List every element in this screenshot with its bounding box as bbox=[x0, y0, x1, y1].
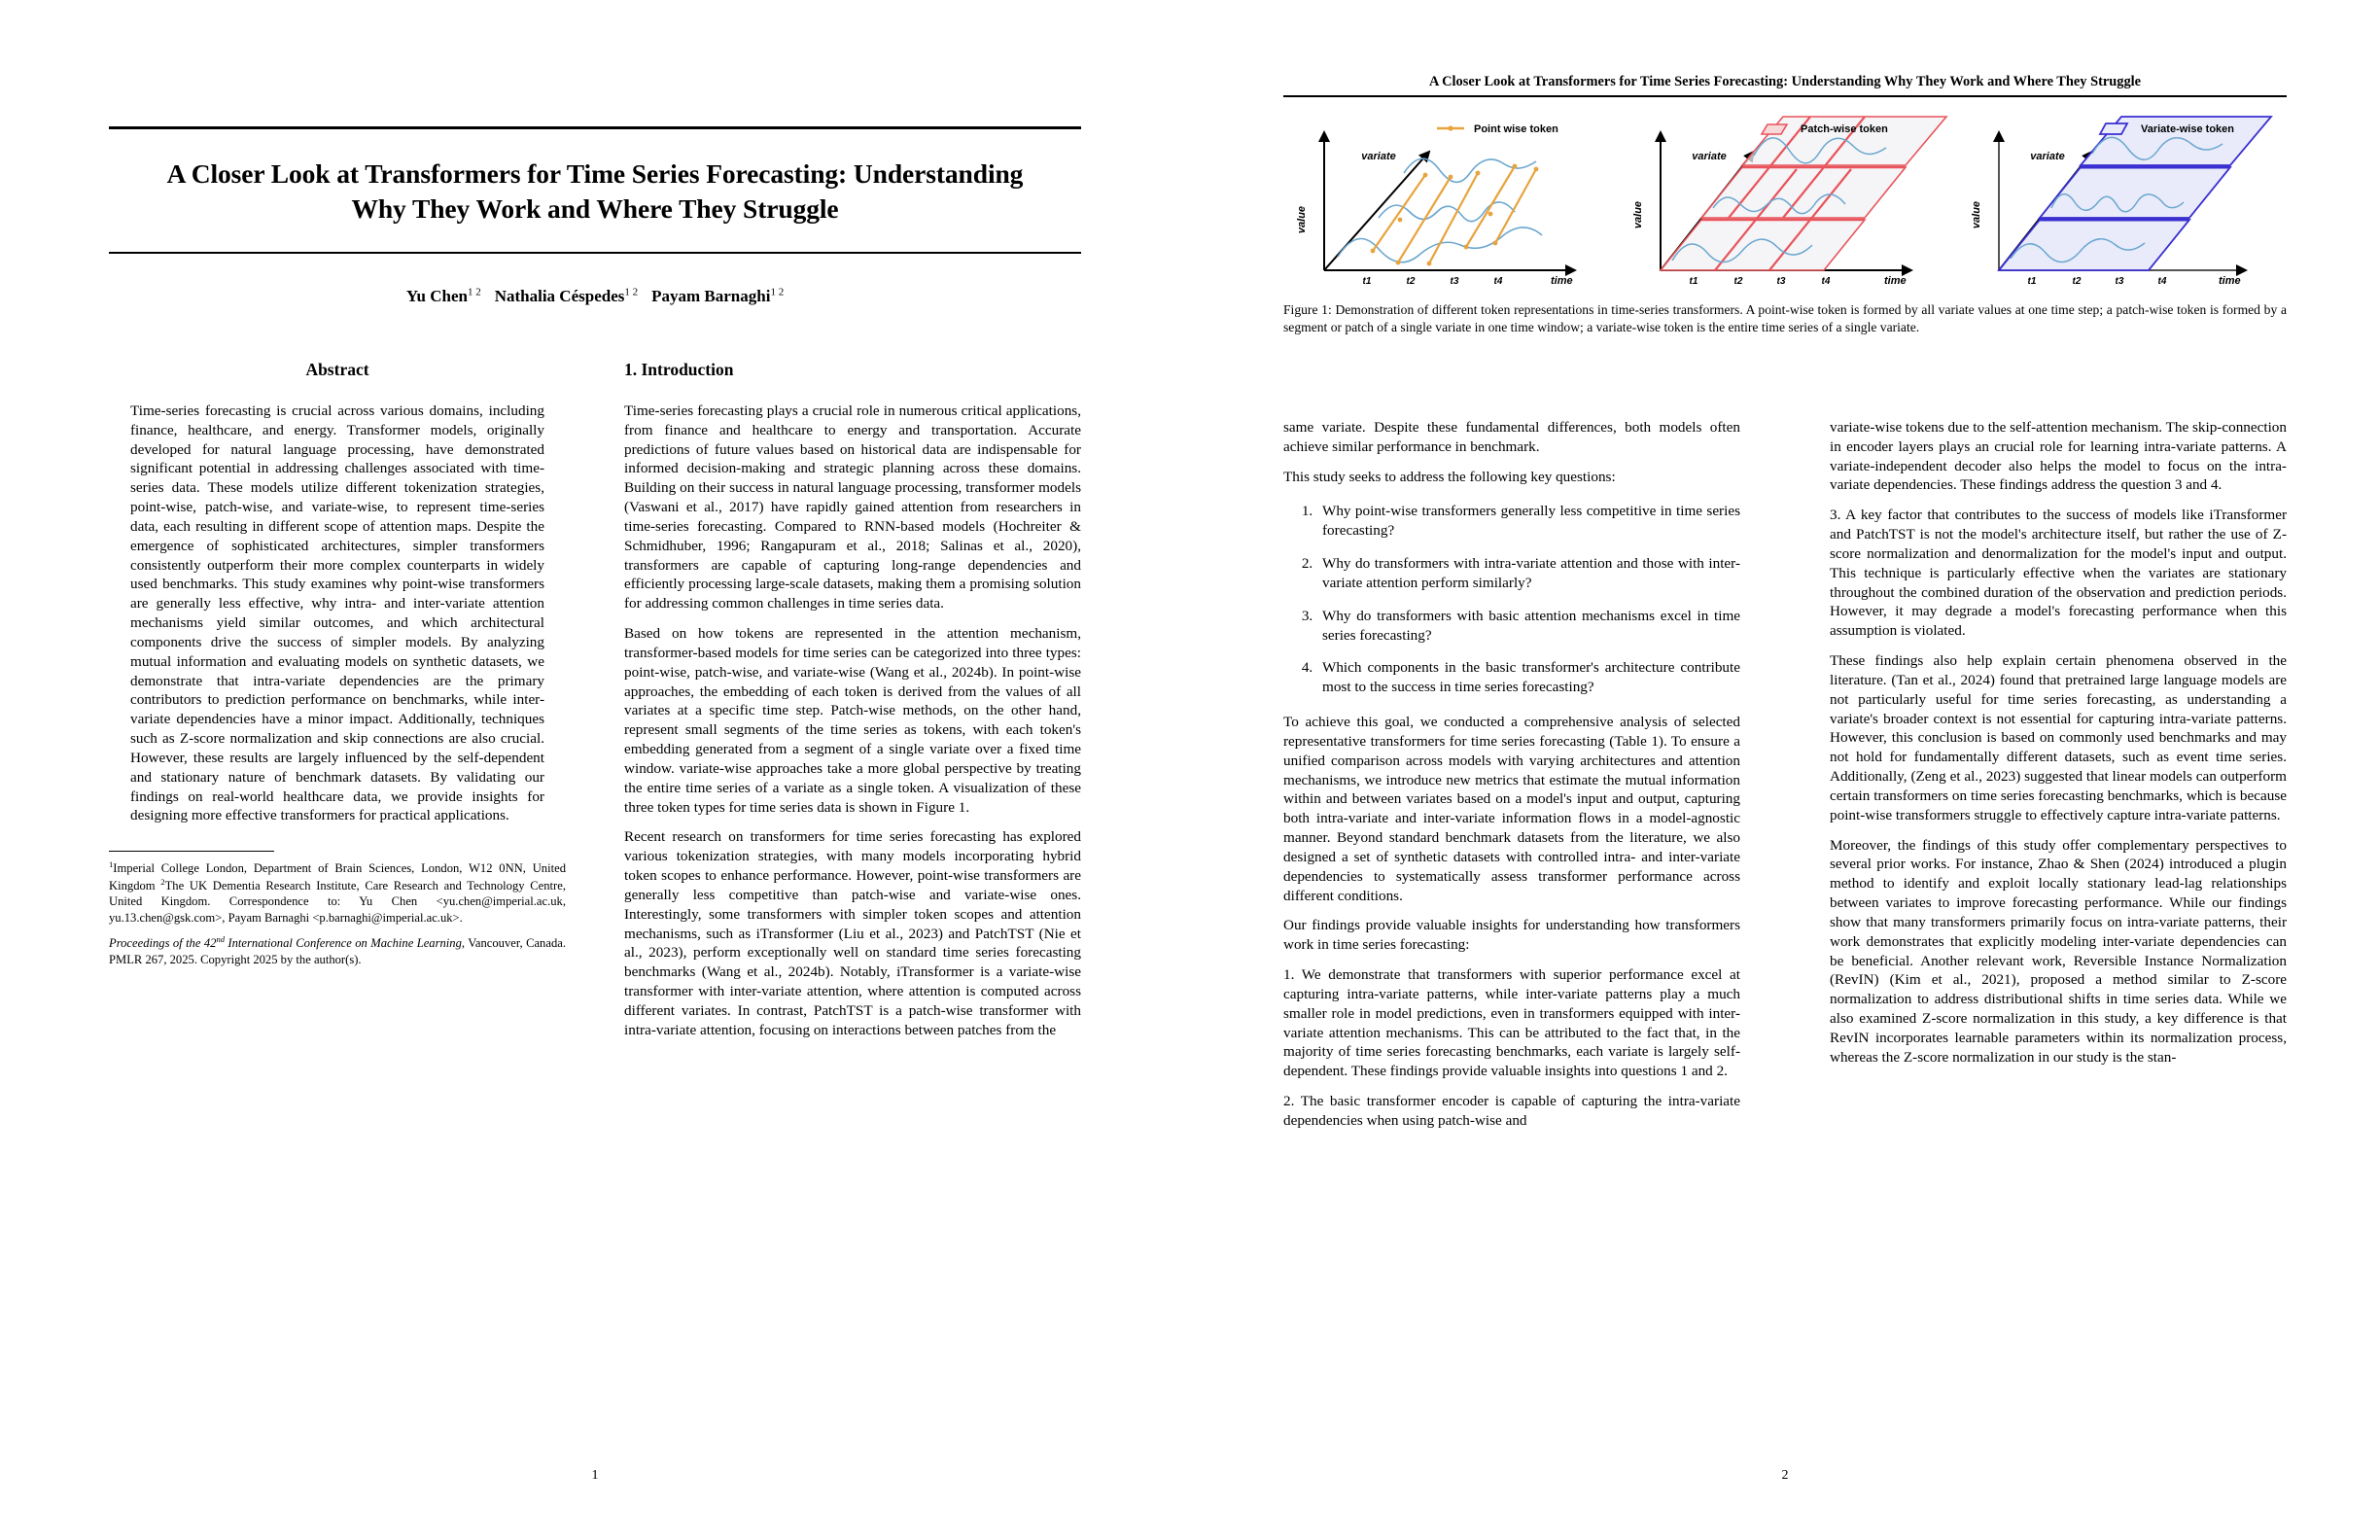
legend-swatch-variate-wise bbox=[2100, 123, 2127, 134]
p2-right-paragraph-1: variate-wise tokens due to the self-attention mechanism. The skip-connection in encoder layers plays an crucial role for learning intra-variate patterns. A variate-independent decoder also helps the model to focus on the intra-variate dependencies. These findings address the question 3 and 4. bbox=[1830, 419, 2287, 494]
author-name: Yu Chen bbox=[405, 287, 468, 306]
tick-label: t2 bbox=[2072, 276, 2082, 286]
tick-label: t1 bbox=[1689, 276, 1698, 286]
variate-axis-label: variate bbox=[1692, 151, 1727, 162]
variate-axis-label: variate bbox=[2030, 151, 2065, 162]
footnote-separator bbox=[109, 851, 274, 852]
tick-label: t1 bbox=[2027, 276, 2037, 286]
footnote-affiliation-1: Imperial College London, Department of Brain Sciences, London, W12 0NN, United Kingdom bbox=[109, 861, 566, 892]
author-affiliation-marks: 1 2 bbox=[624, 286, 639, 298]
list-item: 3. Why do transformers with basic attention mechanisms excel in time series forecasting? bbox=[1316, 607, 1740, 646]
value-axis-label: value bbox=[1971, 200, 1982, 229]
tick-label: t2 bbox=[1733, 276, 1743, 286]
p2-left-paragraph-3: To achieve this goal, we conducted a comprehensive analysis of selected representative transformers for time series forecasting (Table 1). To ensure a unified comparison across models with varying architectures and attention mechanisms, we introduce new metrics that estimate the mutual information within and between variates based on a model's input and output, capturing both intra-variate and inter-variate information flows in a model-agnostic manner. Beyond standard benchmark datasets from the literature, we also designed a set of synthetic datasets with controlled intra- and inter-variate dependencies to systematically assess transformer performance across different conditions. bbox=[1283, 714, 1740, 904]
author-name: Payam Barnaghi bbox=[651, 287, 771, 306]
p2-right-paragraph-4: Moreover, the findings of this study offer complementary perspectives to several prior works. For instance, Zhao & Shen (2024) introduced a plugin method to identify and exploit locally stationary lead-lag relationships between variates to improve forecasting performance. While our findings show that many transformers primarily focus on intra-variate patterns, their work demonstrates that explicitly modeling inter-variate dependencies can be beneficial. Another relevant work, Reversible Instance Normalization (RevIN) (Kim et al., 2021), proposed a method similar to Z-score normalization to address distributional shifts in time series data. While we also examined Z-score normalization in this study, a key difference is that RevIN incorporates learnable parameters within its normalization process, whereas the Z-score normalization in our study is the stan- bbox=[1830, 836, 2287, 1066]
p2-left-paragraph-2: This study seeks to address the following key questions: bbox=[1283, 468, 1616, 485]
author-affiliation-marks: 1 2 bbox=[770, 286, 785, 298]
legend-label-patch-wise: Patch-wise token bbox=[1801, 123, 1888, 135]
tick-label: t3 bbox=[1776, 276, 1786, 286]
abstract-body bbox=[109, 402, 566, 825]
copyright-proceedings-1: Proceedings of the 42 bbox=[109, 936, 217, 951]
tick-label: t3 bbox=[1450, 276, 1459, 286]
p2-left-paragraph-6: 2. The basic transformer encoder is capable of capturing the intra-variate dependencies when using patch-wise and bbox=[1283, 1093, 1740, 1129]
p2-right-paragraph-3: These findings also help explain certain phenomena observed in the literature. (Tan et al., 2024) found that pretrained large language models are not particularly useful for time series forecasting, as understanding a variate's broader context is not essential for capturing intra-variate patterns. However, this conclusion is based on commonly used benchmarks and may not hold for fundamentally different datasets, such as event time series. Additionally, (Zeng et al., 2023) suggested that linear models can outperform certain transformers on time series forecasting benchmarks, which is because point-wise transformers struggle to effectively capture intra-variate patterns. bbox=[1830, 652, 2287, 823]
copyright-ordinal: nd bbox=[216, 934, 226, 945]
title-rule-bottom bbox=[109, 252, 1081, 254]
page2-left-column bbox=[1283, 418, 1740, 1458]
page-title bbox=[109, 157, 1081, 227]
abstract-paragraph: Time-series forecasting is crucial across various domains, including finance, healthcare, and energy. Transformer models, originally developed for natural language processing, have demonstrated significant potential in addressing challenges associated with time-series data. These models utilize different tokenization strategies, point-wise, patch-wise, and variate-wise, to represent time-series data, each resulting in different scope of attention maps. Despite the emergence of sophisticated architectures, simpler transformers consistently outperform their more complex counterparts in widely used benchmarks. This study examines why point-wise transformers are generally less effective, why intra- and inter-variate attention mechanisms yield similar outcomes, and which architectural components drive the success of simpler models. By analyzing mutual information and evaluating models on synthetic datasets, we demonstrate that intra-variate dependencies are the primary contributors to prediction performance on benchmarks, while inter-variate dependencies have a minor impact. Additionally, techniques such as Z-score normalization and skip connections are also crucial. However, these results are largely influenced by the self-dependent and stationary nature of benchmark datasets. By validating our findings on real-world healthcare data, we provide insights for designing more effective transformers for practical applications. bbox=[130, 402, 544, 824]
page-2 bbox=[1190, 0, 2380, 1540]
author-affiliation-marks: 1 2 bbox=[467, 286, 481, 298]
legend-swatch-dot bbox=[1448, 125, 1452, 130]
legend-label-variate-wise: Variate-wise token bbox=[2141, 123, 2234, 135]
figure-1-caption: Figure 1: Demonstration of different token representations in time-series transformers. A point-wise token is formed by all variate values at one time step; a patch-wise token is formed by a segment or patch of a single variate in one time window; a variate-wise token is the entire time series of a single variate. bbox=[1283, 302, 2287, 335]
p2-left-paragraph-1: same variate. Despite these fundamental differences, both models often achieve similar performance in benchmark. bbox=[1283, 419, 1740, 455]
figure-1-svg bbox=[1283, 113, 2287, 286]
p2-left-paragraph-5: 1. We demonstrate that transformers with superior performance excel at capturing intra-variate patterns, while inter-variate patterns play a much smaller role in model predictions, even in transformers equipped with inter-variate attention mechanisms. This can be attributed to the fact that, in the majority of time series forecasting benchmarks, each variate is largely self-dependent. These findings provide valuable insights into questions 1 and 2. bbox=[1283, 966, 1740, 1080]
key-questions-list bbox=[1283, 502, 1740, 697]
point-wise-token-connectors bbox=[1373, 166, 1536, 263]
title-line-1: A Closer Look at Transformers for Time Series Forecasting: Understanding bbox=[166, 158, 1024, 189]
value-axis-label: value bbox=[1632, 200, 1644, 229]
value-axis-label: value bbox=[1296, 205, 1308, 234]
copyright-rest: , Vancouver, Canada. PMLR 267, 2025. Copyright 2025 by the author(s). bbox=[109, 936, 566, 966]
list-item: 1. Why point-wise transformers generally less competitive in time series forecasting? bbox=[1316, 502, 1740, 541]
author-entry bbox=[651, 287, 784, 305]
author-entry bbox=[406, 287, 481, 305]
tick-label: t3 bbox=[2115, 276, 2124, 286]
title-rule-top bbox=[109, 126, 1081, 129]
p2-left-paragraph-4: Our findings provide valuable insights for understanding how transformers work in time series forecasting: bbox=[1283, 917, 1740, 954]
time-ticks bbox=[1690, 276, 1831, 286]
footnote-mark-1: 1 bbox=[109, 859, 114, 870]
title-line-2: Why They Work and Where They Struggle bbox=[351, 192, 839, 224]
introduction-heading: 1. Introduction bbox=[624, 360, 734, 379]
tick-label: t1 bbox=[1362, 276, 1372, 286]
copyright-proceedings-2: International Conference on Machine Learning bbox=[225, 936, 462, 951]
introduction-column bbox=[624, 360, 1081, 1449]
figure-panel-patch-wise bbox=[1632, 117, 1946, 286]
tick-label: t4 bbox=[1821, 276, 1831, 286]
time-axis-label: time bbox=[1551, 275, 1573, 286]
tick-label: t4 bbox=[1493, 276, 1503, 286]
time-ticks bbox=[2028, 276, 2167, 286]
page1-title-block bbox=[109, 126, 1081, 306]
time-axis-label: time bbox=[2219, 275, 2241, 286]
tick-label: t2 bbox=[1406, 276, 1416, 286]
footnote-affiliations bbox=[109, 859, 566, 926]
intro-paragraph-3: Recent research on transformers for time series forecasting has explored various tokenization strategies, with many models incorporating hybrid token scopes to enhance performance. However, point-wise transformers are generally less competitive than patch-wise and variate-wise ones. Interestingly, some transformers with simpler token scopes and attention mechanisms, such as iTransformer (Liu et al., 2023) and PatchTST (Nie et al., 2023), perform exceptionally well on standard time series forecasting benchmarks (Wang et al., 2024b). Notably, iTransformer is a variate-wise transformer with inter-variate attention, where attention is computed across different variates. In contrast, PatchTST is a patch-wise transformer with intra-variate attention, focusing on interactions between patches from the bbox=[624, 828, 1081, 1038]
page2-right-column bbox=[1830, 418, 2287, 1458]
list-item: 2. Why do transformers with intra-variate attention and those with inter-variate attention perform similarly? bbox=[1316, 554, 1740, 593]
abstract-column bbox=[109, 360, 566, 1449]
page2-header-block bbox=[1283, 74, 2287, 337]
running-head: A Closer Look at Transformers for Time Series Forecasting: Understanding Why They Work and Where They Struggle bbox=[1283, 74, 2287, 97]
copyright-notice bbox=[109, 934, 566, 967]
author-list bbox=[109, 287, 1081, 307]
variate-axis-label: variate bbox=[1361, 151, 1396, 162]
page2-columns bbox=[1283, 418, 2287, 1458]
footnote-mark-2: 2 bbox=[160, 876, 165, 887]
time-ticks bbox=[1363, 276, 1503, 286]
intro-paragraph-1: Time-series forecasting plays a crucial role in numerous critical applications, from finance and healthcare to energy and transportation. Accurate predictions of future values based on historical data are indispensable for informed decision-making and strategic planning across these domains. Building on their success in natural language processing, transformer models (Vaswani et al., 2017) have rapidly gained attention from researchers in time-series forecasting. Compared to RNN-based models (Hochreiter & Schmidhuber, 1996; Rangapuram et al., 2018; Salinas et al., 2020), transformers are capable of capturing long-range dependencies and efficiently processing large-scale datasets, making them a promising solution for addressing common challenges in time series data. bbox=[624, 402, 1081, 612]
figure-panel-variate-wise bbox=[1971, 117, 2271, 286]
abstract-heading: Abstract bbox=[305, 360, 369, 379]
page-number-1: 1 bbox=[591, 1468, 599, 1483]
time-axis-label: time bbox=[1884, 275, 1907, 286]
footnote-affiliation-2: The UK Dementia Research Institute, Care Research and Technology Centre, United Kingdom. Correspondence to: Yu Chen <yu.chen@imperial.ac.uk, yu.13.chen@gsk.com>, Payam Barnaghi <p.barnaghi@imperial.ac.uk>. bbox=[109, 878, 566, 925]
tick-label: t4 bbox=[2157, 276, 2167, 286]
list-item: 4. Which components in the basic transformer's architecture contribute most to the success in time series forecasting? bbox=[1316, 658, 1740, 697]
p2-right-paragraph-2: 3. A key factor that contributes to the success of models like iTransformer and PatchTST is not the model's architecture itself, but rather the use of Z-score normalization and denormalization for the model's input and output. This technique is particularly effective when the variates are stationary throughout the combined duration of the observation and prediction periods. However, it may degrade a model's forecasting performance when this assumption is violated. bbox=[1830, 507, 2287, 640]
figure-1 bbox=[1283, 113, 2287, 286]
intro-paragraph-2: Based on how tokens are represented in the attention mechanism, transformer-based models for time series can be categorized into three types: point-wise, patch-wise, and variate-wise (Wang et al., 2024b). In point-wise approaches, the embedding of each token is derived from the values of all variates at a specific time step. Patch-wise methods, on the other hand, represent small segments of the time series as tokens, with each token's embedding generated from a segment of a single variate over a fixed time window. variate-wise approaches take a more global perspective by treating the entire time series of a variate as a single token. A visualization of these three token types for time series data is shown in Figure 1. bbox=[624, 625, 1081, 816]
legend-label-point-wise: Point wise token bbox=[1474, 123, 1558, 135]
page1-columns bbox=[109, 360, 1081, 1449]
page-number-2: 2 bbox=[1781, 1468, 1789, 1483]
figure-panel-point-wise bbox=[1296, 123, 1575, 286]
author-entry bbox=[495, 287, 638, 305]
author-name: Nathalia Céspedes bbox=[494, 287, 625, 306]
